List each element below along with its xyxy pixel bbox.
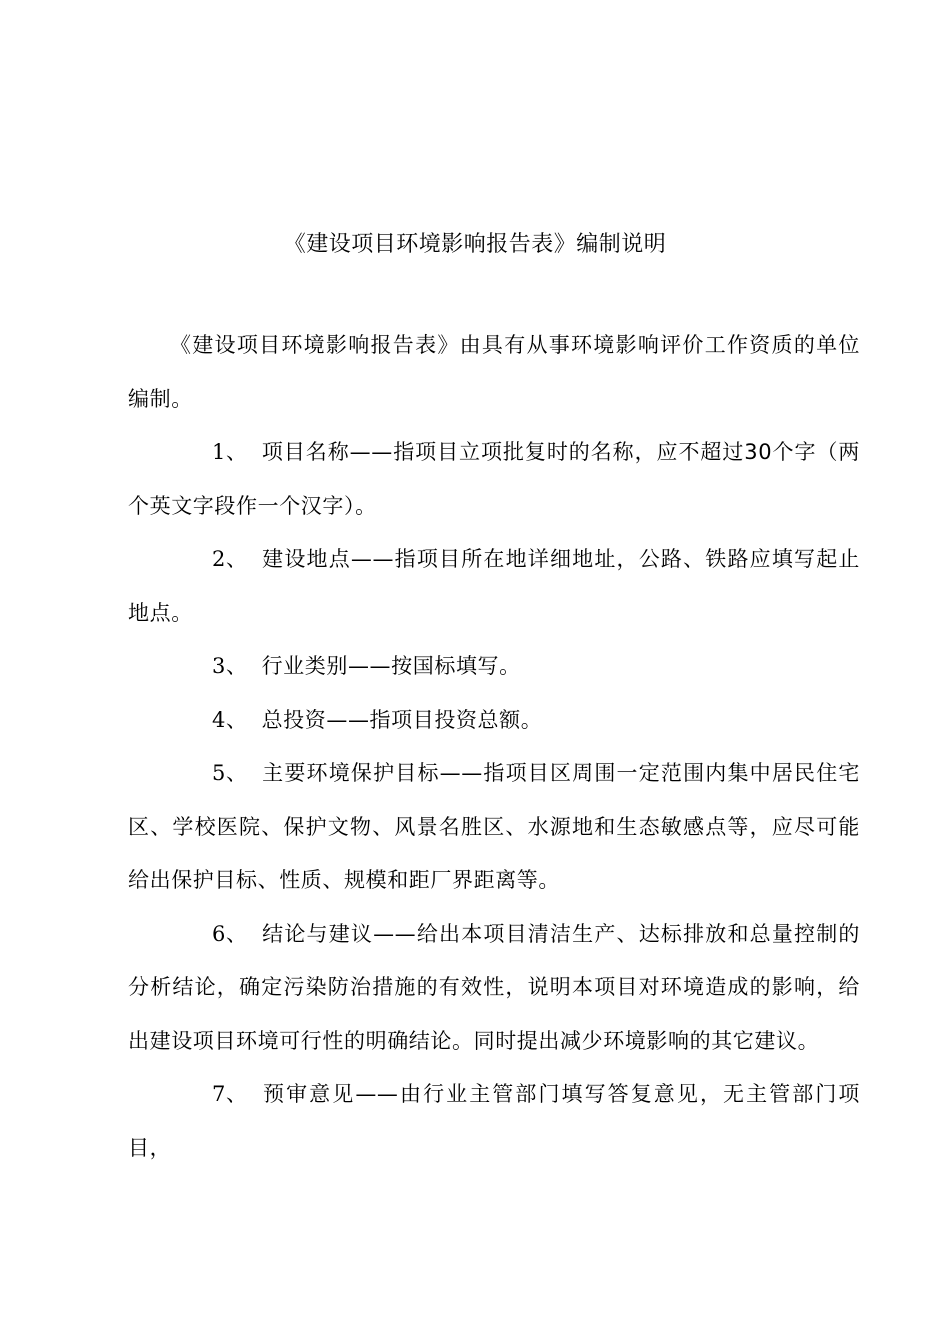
list-item — [128, 694, 860, 748]
list-item — [128, 1068, 860, 1175]
item-number: 4、 — [212, 707, 248, 732]
document-body — [128, 319, 860, 1175]
item-number: 7、 — [212, 1082, 248, 1106]
item-text: 建设地点——指项目所在地详细地址，公路、铁路应填写起止地点。 — [128, 547, 860, 625]
item-text: 总投资——指项目投资总额。 — [261, 707, 543, 732]
item-text: 预审意见——由行业主管部门填写答复意见，无主管部门项目， — [128, 1082, 860, 1160]
item-number: 5、 — [212, 761, 248, 785]
list-item — [128, 426, 860, 533]
item-text: 主要环境保护目标——指项目区周围一定范围内集中居民住宅区、学校医院、保护文物、风景名胜区、水源地和生态敏感点等，应尽可能给出保护目标、性质、规模和距厂界距离等。 — [128, 761, 860, 892]
item-text: 行业类别——按国标填写。 — [261, 654, 521, 678]
document-title: 《建设项目环境影响报告表》编制说明 — [283, 232, 667, 257]
list-item — [128, 747, 860, 908]
list-item — [128, 640, 860, 694]
item-number: 3、 — [212, 654, 248, 678]
list-item — [128, 533, 860, 640]
item-number: 6、 — [212, 921, 248, 946]
item-text: 项目名称——指项目立项批复时的名称，应不超过30个字（两个英文字段作一个汉字）。 — [128, 440, 860, 518]
list-item — [128, 908, 860, 1069]
item-number: 2、 — [212, 547, 248, 571]
item-text: 结论与建议——给出本项目清洁生产、达标排放和总量控制的分析结论，确定污染防治措施的有效性，说明本项目对环境造成的影响，给出建设项目环境可行性的明确结论。同时提出减少环境影响的其它建议。 — [128, 921, 860, 1053]
item-number: 1、 — [212, 440, 248, 464]
intro-paragraph: 《建设项目环境影响报告表》由具有从事环境影响评价工作资质的单位编制。 — [128, 333, 860, 411]
